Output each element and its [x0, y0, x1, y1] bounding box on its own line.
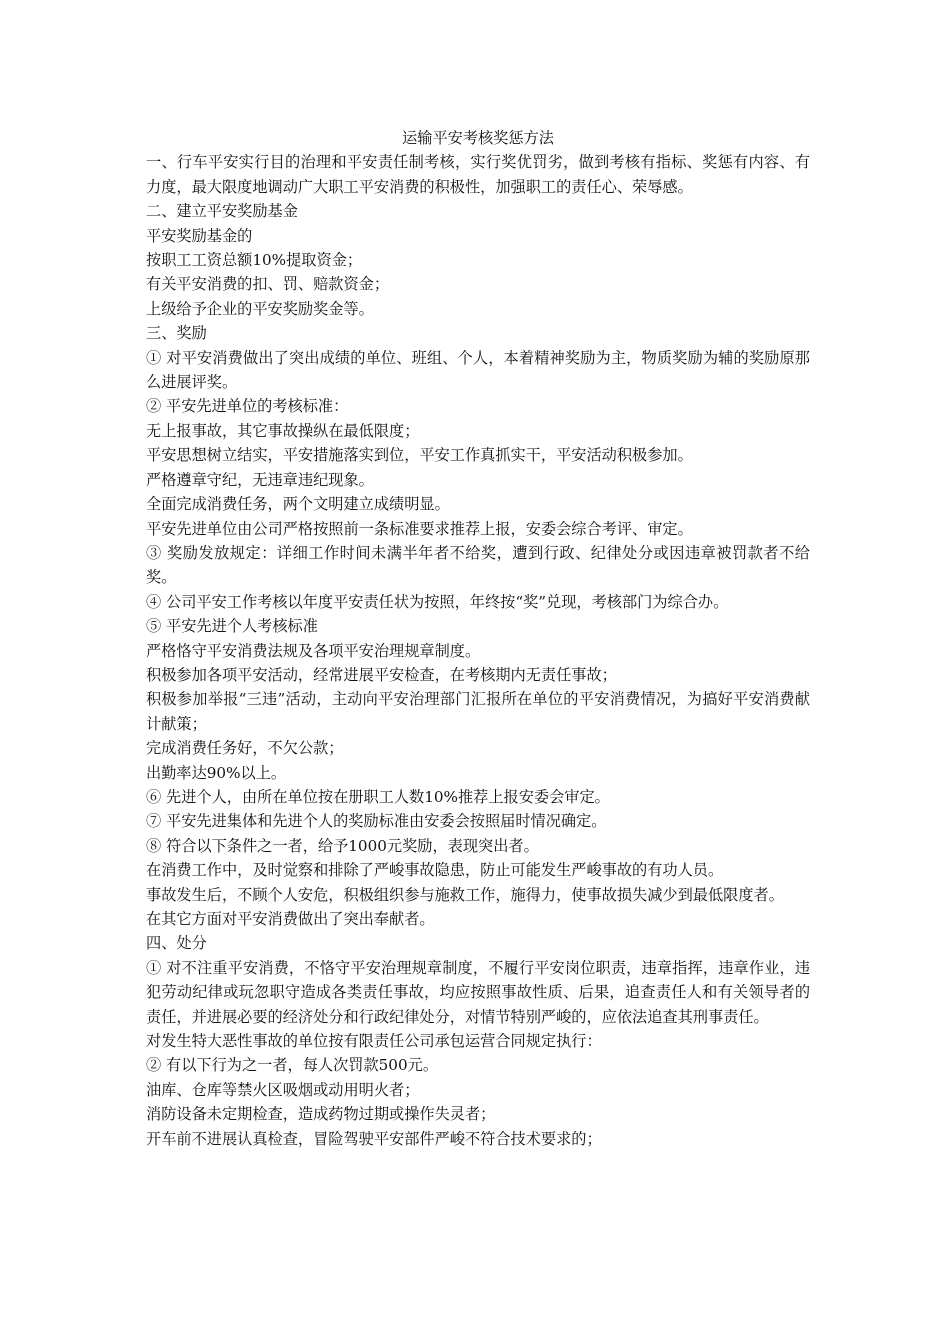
paragraph: 上级给予企业的平安奖励奖金等。: [146, 299, 374, 318]
paragraph: 积极参加各项平安活动，经常进展平安检查，在考核期内无责任事故；: [146, 665, 617, 684]
section-heading: 四、处分: [146, 934, 207, 953]
paragraph: 积极参加举报“三违”活动，主动向平安治理部门汇报所在单位的平安消费情况，为搞好平安消费献计献策；: [146, 690, 810, 733]
paragraph: ① 对平安消费做出了突出成绩的单位、班组、个人，本着精神奖励为主，物质奖励为辅的奖励原那么进展评奖。: [146, 348, 810, 392]
paragraph: 完成消费任务好，不欠公款；: [146, 739, 344, 758]
paragraph: 严格遵章守纪，无违章违纪现象。: [146, 470, 374, 489]
paragraph: ⑥ 先进个人，由所在单位按在册职工人数10%推荐上报安委会审定。: [146, 787, 610, 806]
paragraph: ⑧ 符合以下条件之一者，给予1000元奖励，表现突出者。: [146, 836, 539, 855]
paragraph: 按职工工资总额10%提取资金；: [146, 251, 363, 270]
paragraph: ③ 奖励发放规定：详细工作时间未满半年者不给奖，遭到行政、纪律处分或因违章被罚款者不给奖。: [146, 543, 810, 587]
paragraph: 平安奖励基金的: [146, 226, 253, 245]
paragraph: ① 对不注重平安消费，不恪守平安治理规章制度，不履行平安岗位职责，违章指挥，违章作业，违犯劳动纪律或玩忽职守造成各类责任事故，均应按照事故性质、后果，追查责任人和有关领导者的责任，并进展必要的经济处分和行政纪律处分，对情节特别严峻的，应依法追查其刑事责任。: [146, 958, 810, 1026]
paragraph: 油库、仓库等禁火区吸烟或动用明火者；: [146, 1080, 420, 1099]
paragraph: 严格恪守平安消费法规及各项平安治理规章制度。: [146, 641, 481, 660]
paragraph: 平安思想树立结实，平安措施落实到位，平安工作真抓实干，平安活动积极参加。: [146, 446, 693, 465]
section-heading: 二、建立平安奖励基金: [146, 202, 298, 221]
paragraph: 在其它方面对平安消费做出了突出奉献者。: [146, 910, 435, 928]
document-title: 运输平安考核奖惩方法: [402, 129, 554, 147]
section-heading: 三、奖励: [146, 324, 207, 343]
paragraph: 事故发生后，不顾个人安危，积极组织参与施救工作，施得力，使事故损失减少到最低限度者。: [146, 885, 784, 904]
paragraph: ⑤ 平安先进个人考核标准: [146, 617, 318, 636]
paragraph: 无上报事故，其它事故操纵在最低限度；: [146, 421, 420, 440]
paragraph: ② 有以下行为之一者，每人次罚款500元。: [146, 1056, 439, 1075]
paragraph: 出勤率达90%以上。: [146, 763, 287, 782]
paragraph: ⑦ 平安先进集体和先进个人的奖励标准由安委会按照届时情况确定。: [146, 812, 607, 831]
paragraph: 开车前不进展认真检查，冒险驾驶平安部件严峻不符合技术要求的；: [146, 1129, 602, 1148]
paragraph: 平安先进单位由公司严格按照前一条标准要求推荐上报，安委会综合考评、审定。: [146, 519, 693, 538]
paragraph: 一、行车平安实行目的治理和平安责任制考核，实行奖优罚劣，做到考核有指标、奖惩有内容、有力度，最大限度地调动广大职工平安消费的积极性，加强职工的责任心、荣辱感。: [146, 153, 810, 196]
paragraph: ④ 公司平安工作考核以年度平安责任状为按照，年终按“奖”兑现，考核部门为综合办。: [146, 592, 729, 611]
paragraph: 对发生特大恶性事故的单位按有限责任公司承包运营合同规定执行：: [146, 1032, 602, 1051]
paragraph: 消防设备未定期检查，造成药物过期或操作失灵者；: [146, 1105, 496, 1124]
document-body: [146, 126, 810, 1151]
paragraph: ② 平安先进单位的考核标准：: [146, 397, 349, 416]
paragraph: 有关平安消费的扣、罚、赔款资金；: [146, 275, 389, 294]
paragraph: 全面完成消费任务，两个文明建立成绩明显。: [146, 495, 450, 514]
paragraph: 在消费工作中，及时觉察和排除了严峻事故隐患，防止可能发生严峻事故的有功人员。: [146, 861, 724, 880]
